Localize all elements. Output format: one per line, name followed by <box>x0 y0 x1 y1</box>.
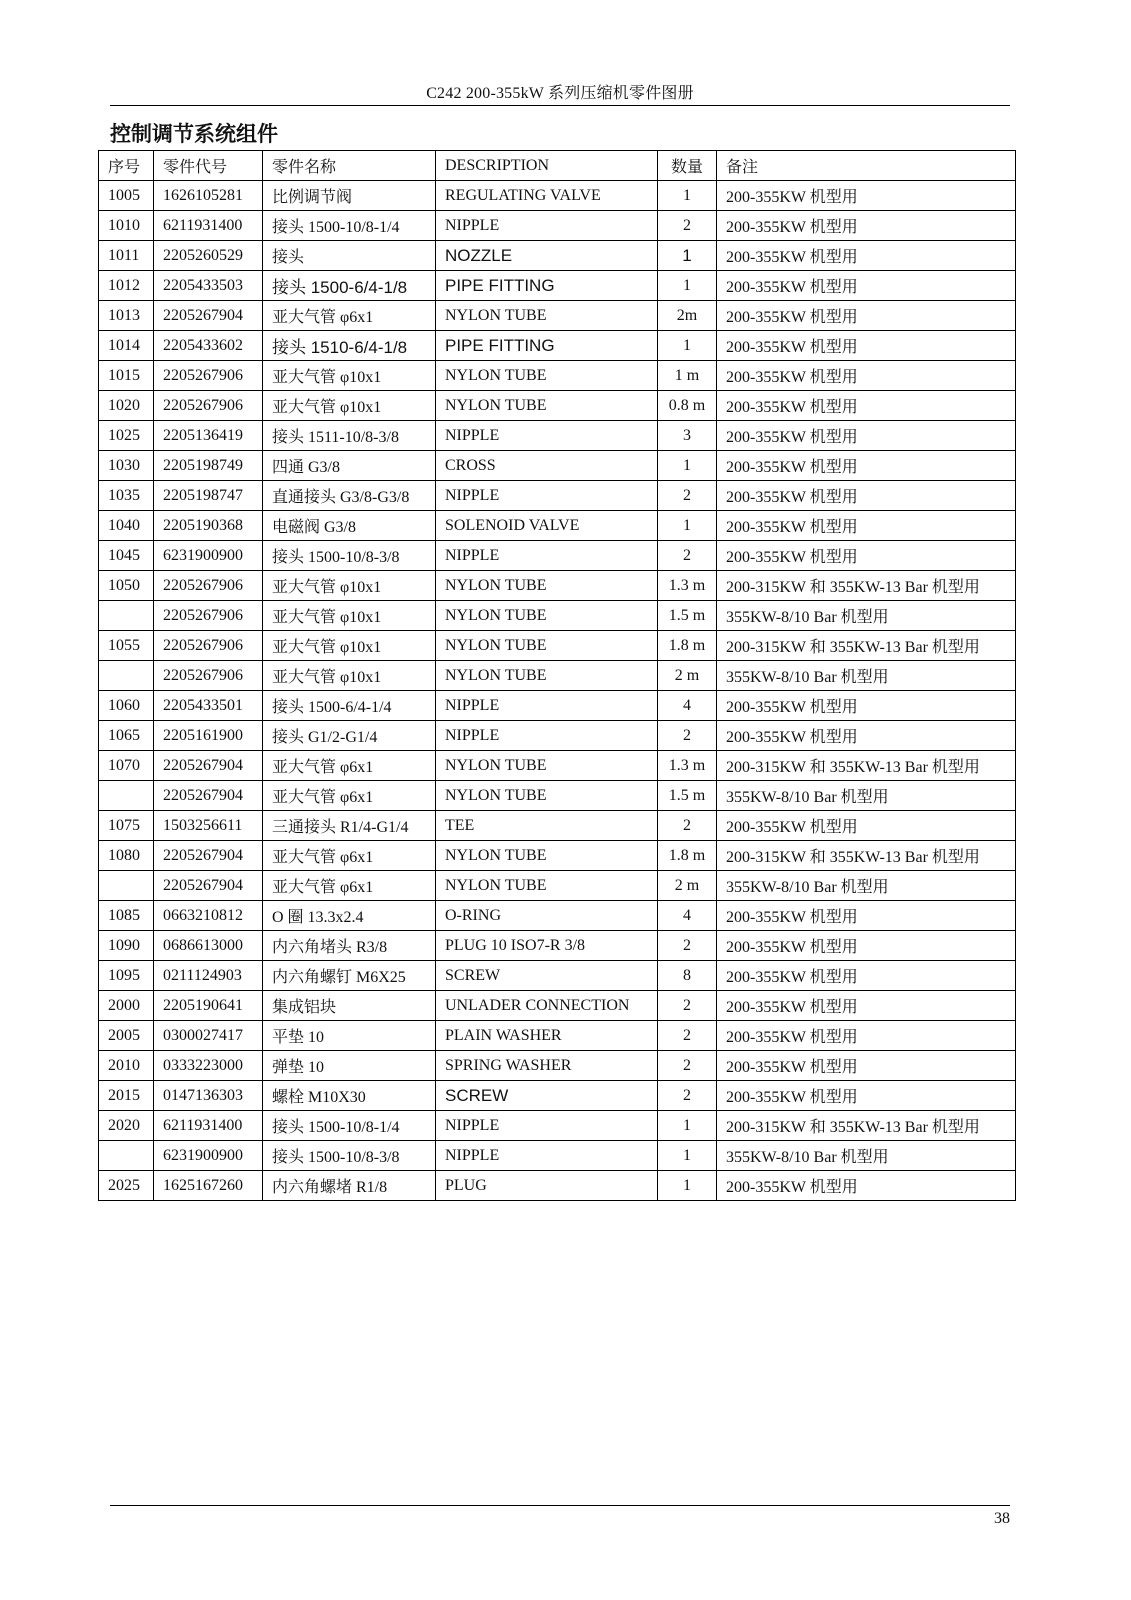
column-header-seq: 序号 <box>99 151 154 181</box>
cell-description: NYLON TUBE <box>436 571 658 601</box>
cell-remarks: 200-315KW 和 355KW-13 Bar 机型用 <box>717 841 1016 871</box>
table-row <box>99 1111 1016 1141</box>
cell-part-name: 比例调节阀 <box>263 181 436 211</box>
cell-quantity: 1 <box>658 331 717 361</box>
table-header-row <box>99 151 1016 181</box>
cell-quantity: 2m <box>658 301 717 331</box>
cell-seq: 1030 <box>99 451 154 481</box>
cell-part-name: 内六角堵头 R3/8 <box>263 931 436 961</box>
cell-remarks: 200-355KW 机型用 <box>717 991 1016 1021</box>
cell-part-code: 6211931400 <box>154 1111 263 1141</box>
cell-part-code: 2205267906 <box>154 661 263 691</box>
section-title: 控制调节系统组件 <box>110 122 278 146</box>
cell-part-code: 2205260529 <box>154 241 263 271</box>
cell-seq: 2010 <box>99 1051 154 1081</box>
cell-quantity: 2 <box>658 1051 717 1081</box>
cell-remarks: 200-355KW 机型用 <box>717 391 1016 421</box>
cell-description: UNLADER CONNECTION <box>436 991 658 1021</box>
cell-description: NYLON TUBE <box>436 601 658 631</box>
cell-quantity: 1.3 m <box>658 751 717 781</box>
cell-description: NYLON TUBE <box>436 781 658 811</box>
cell-description: NYLON TUBE <box>436 301 658 331</box>
parts-table-body <box>99 181 1016 1201</box>
cell-part-code: 0686613000 <box>154 931 263 961</box>
cell-quantity: 2 m <box>658 871 717 901</box>
table-row <box>99 511 1016 541</box>
cell-seq: 2020 <box>99 1111 154 1141</box>
cell-part-name: 亚大气管 φ6x1 <box>263 841 436 871</box>
table-row <box>99 211 1016 241</box>
cell-remarks: 200-355KW 机型用 <box>717 1081 1016 1111</box>
cell-seq: 1090 <box>99 931 154 961</box>
cell-quantity: 2 <box>658 991 717 1021</box>
cell-part-name: 亚大气管 φ10x1 <box>263 391 436 421</box>
cell-seq: 1010 <box>99 211 154 241</box>
cell-part-name: 亚大气管 φ10x1 <box>263 631 436 661</box>
cell-quantity: 1 <box>658 181 717 211</box>
table-row <box>99 931 1016 961</box>
table-row <box>99 541 1016 571</box>
column-header-part-code: 零件代号 <box>154 151 263 181</box>
cell-remarks: 200-355KW 机型用 <box>717 181 1016 211</box>
column-header-description: DESCRIPTION <box>436 151 658 181</box>
cell-part-name: 平垫 10 <box>263 1021 436 1051</box>
cell-quantity: 0.8 m <box>658 391 717 421</box>
cell-part-code: 0663210812 <box>154 901 263 931</box>
cell-part-code: 1626105281 <box>154 181 263 211</box>
footer-divider <box>110 1505 1010 1506</box>
cell-part-name: 直通接头 G3/8-G3/8 <box>263 481 436 511</box>
table-row <box>99 571 1016 601</box>
cell-description: CROSS <box>436 451 658 481</box>
cell-quantity: 1 <box>658 1111 717 1141</box>
cell-part-name: 内六角螺堵 R1/8 <box>263 1171 436 1201</box>
cell-remarks: 200-355KW 机型用 <box>717 271 1016 301</box>
document-header-title: C242 200-355kW 系列压缩机零件图册 <box>426 85 694 102</box>
cell-part-name: 亚大气管 φ10x1 <box>263 361 436 391</box>
cell-part-code: 2205267906 <box>154 601 263 631</box>
cell-seq: 1055 <box>99 631 154 661</box>
cell-remarks: 355KW-8/10 Bar 机型用 <box>717 1141 1016 1171</box>
cell-seq: 1014 <box>99 331 154 361</box>
cell-part-name: 亚大气管 φ6x1 <box>263 301 436 331</box>
cell-description: PLUG 10 ISO7-R 3/8 <box>436 931 658 961</box>
cell-part-code: 2205136419 <box>154 421 263 451</box>
table-row <box>99 241 1016 271</box>
cell-quantity: 3 <box>658 421 717 451</box>
cell-quantity: 2 <box>658 931 717 961</box>
page-number: 38 <box>994 1510 1010 1527</box>
cell-part-code: 2205190368 <box>154 511 263 541</box>
cell-quantity: 8 <box>658 961 717 991</box>
cell-part-name: 集成铝块 <box>263 991 436 1021</box>
cell-remarks: 200-355KW 机型用 <box>717 901 1016 931</box>
table-row <box>99 361 1016 391</box>
cell-part-name: 四通 G3/8 <box>263 451 436 481</box>
cell-seq: 1025 <box>99 421 154 451</box>
cell-quantity: 2 <box>658 541 717 571</box>
column-header-part-name: 零件名称 <box>263 151 436 181</box>
cell-part-name: 亚大气管 φ6x1 <box>263 871 436 901</box>
cell-part-name: 亚大气管 φ6x1 <box>263 751 436 781</box>
cell-part-name: 接头 1511-10/8-3/8 <box>263 421 436 451</box>
cell-quantity: 2 <box>658 811 717 841</box>
cell-part-code: 6231900900 <box>154 541 263 571</box>
cell-remarks: 200-355KW 机型用 <box>717 691 1016 721</box>
cell-quantity: 4 <box>658 691 717 721</box>
cell-quantity: 2 <box>658 1081 717 1111</box>
cell-seq: 1075 <box>99 811 154 841</box>
cell-remarks: 200-355KW 机型用 <box>717 241 1016 271</box>
cell-part-name: O 圈 13.3x2.4 <box>263 901 436 931</box>
table-row <box>99 871 1016 901</box>
cell-seq: 1060 <box>99 691 154 721</box>
cell-part-name: 螺栓 M10X30 <box>263 1081 436 1111</box>
table-row <box>99 481 1016 511</box>
cell-seq: 1070 <box>99 751 154 781</box>
table-row <box>99 271 1016 301</box>
cell-part-name: 三通接头 R1/4-G1/4 <box>263 811 436 841</box>
cell-description: NIPPLE <box>436 1141 658 1171</box>
parts-table <box>98 150 1016 1201</box>
cell-seq <box>99 661 154 691</box>
cell-remarks: 200-315KW 和 355KW-13 Bar 机型用 <box>717 751 1016 781</box>
cell-quantity: 1.3 m <box>658 571 717 601</box>
cell-part-code: 1625167260 <box>154 1171 263 1201</box>
cell-remarks: 200-355KW 机型用 <box>717 721 1016 751</box>
table-row <box>99 1171 1016 1201</box>
table-row <box>99 421 1016 451</box>
cell-remarks: 200-355KW 机型用 <box>717 481 1016 511</box>
cell-part-code: 2205198749 <box>154 451 263 481</box>
cell-description: PIPE FITTING <box>436 271 658 301</box>
cell-seq: 1095 <box>99 961 154 991</box>
cell-description: NIPPLE <box>436 691 658 721</box>
table-row <box>99 661 1016 691</box>
column-header-quantity: 数量 <box>658 151 717 181</box>
cell-description: PLUG <box>436 1171 658 1201</box>
cell-description: PLAIN WASHER <box>436 1021 658 1051</box>
cell-part-name: 接头 G1/2-G1/4 <box>263 721 436 751</box>
cell-remarks: 200-355KW 机型用 <box>717 541 1016 571</box>
header-divider <box>110 105 1010 106</box>
table-row <box>99 301 1016 331</box>
cell-part-code: 1503256611 <box>154 811 263 841</box>
cell-quantity: 2 m <box>658 661 717 691</box>
cell-quantity: 4 <box>658 901 717 931</box>
cell-seq: 1005 <box>99 181 154 211</box>
table-row <box>99 781 1016 811</box>
cell-remarks: 200-355KW 机型用 <box>717 301 1016 331</box>
cell-seq: 1065 <box>99 721 154 751</box>
cell-seq: 2005 <box>99 1021 154 1051</box>
cell-part-code: 0211124903 <box>154 961 263 991</box>
cell-remarks: 200-315KW 和 355KW-13 Bar 机型用 <box>717 1111 1016 1141</box>
table-row <box>99 691 1016 721</box>
cell-description: NYLON TUBE <box>436 631 658 661</box>
cell-remarks: 200-355KW 机型用 <box>717 961 1016 991</box>
cell-description: NYLON TUBE <box>436 661 658 691</box>
cell-part-code: 2205267904 <box>154 781 263 811</box>
cell-part-name: 接头 1500-6/4-1/4 <box>263 691 436 721</box>
table-row <box>99 331 1016 361</box>
cell-remarks: 200-355KW 机型用 <box>717 211 1016 241</box>
table-row <box>99 631 1016 661</box>
table-row <box>99 841 1016 871</box>
table-row <box>99 901 1016 931</box>
cell-remarks: 200-355KW 机型用 <box>717 331 1016 361</box>
table-row <box>99 1141 1016 1171</box>
table-row <box>99 391 1016 421</box>
cell-description: NYLON TUBE <box>436 871 658 901</box>
cell-remarks: 200-355KW 机型用 <box>717 931 1016 961</box>
cell-remarks: 200-355KW 机型用 <box>717 1051 1016 1081</box>
cell-remarks: 355KW-8/10 Bar 机型用 <box>717 871 1016 901</box>
cell-seq: 1011 <box>99 241 154 271</box>
cell-quantity: 2 <box>658 211 717 241</box>
cell-remarks: 200-355KW 机型用 <box>717 1171 1016 1201</box>
cell-part-code: 2205198747 <box>154 481 263 511</box>
cell-remarks: 355KW-8/10 Bar 机型用 <box>717 661 1016 691</box>
cell-remarks: 200-315KW 和 355KW-13 Bar 机型用 <box>717 571 1016 601</box>
cell-remarks: 200-315KW 和 355KW-13 Bar 机型用 <box>717 631 1016 661</box>
cell-part-code: 2205267906 <box>154 571 263 601</box>
cell-part-name: 接头 1500-10/8-3/8 <box>263 541 436 571</box>
cell-description: SCREW <box>436 1081 658 1111</box>
cell-seq: 1015 <box>99 361 154 391</box>
cell-seq <box>99 781 154 811</box>
cell-quantity: 2 <box>658 481 717 511</box>
table-row <box>99 181 1016 211</box>
cell-description: NYLON TUBE <box>436 841 658 871</box>
cell-seq: 1045 <box>99 541 154 571</box>
cell-seq <box>99 871 154 901</box>
cell-remarks: 200-355KW 机型用 <box>717 451 1016 481</box>
cell-description: PIPE FITTING <box>436 331 658 361</box>
cell-part-code: 2205190641 <box>154 991 263 1021</box>
cell-part-code: 2205433602 <box>154 331 263 361</box>
cell-remarks: 200-355KW 机型用 <box>717 511 1016 541</box>
cell-part-name: 接头 1510-6/4-1/8 <box>263 331 436 361</box>
cell-quantity: 1 <box>658 511 717 541</box>
cell-part-code: 2205267904 <box>154 871 263 901</box>
cell-part-code: 0300027417 <box>154 1021 263 1051</box>
cell-description: NOZZLE <box>436 241 658 271</box>
cell-seq: 1040 <box>99 511 154 541</box>
cell-quantity: 1.5 m <box>658 601 717 631</box>
cell-remarks: 200-355KW 机型用 <box>717 361 1016 391</box>
table-row <box>99 1081 1016 1111</box>
cell-description: REGULATING VALVE <box>436 181 658 211</box>
cell-remarks: 200-355KW 机型用 <box>717 1021 1016 1051</box>
cell-part-code: 6231900900 <box>154 1141 263 1171</box>
cell-part-name: 接头 <box>263 241 436 271</box>
cell-part-name: 接头 1500-10/8-3/8 <box>263 1141 436 1171</box>
cell-seq: 2025 <box>99 1171 154 1201</box>
cell-part-code: 2205267904 <box>154 841 263 871</box>
cell-quantity: 1 <box>658 271 717 301</box>
cell-remarks: 355KW-8/10 Bar 机型用 <box>717 601 1016 631</box>
cell-seq: 1035 <box>99 481 154 511</box>
cell-description: TEE <box>436 811 658 841</box>
cell-seq: 1085 <box>99 901 154 931</box>
cell-seq: 1050 <box>99 571 154 601</box>
cell-part-name: 亚大气管 φ10x1 <box>263 661 436 691</box>
cell-part-code: 6211931400 <box>154 211 263 241</box>
cell-description: NYLON TUBE <box>436 751 658 781</box>
cell-quantity: 1 <box>658 241 717 271</box>
cell-description: SCREW <box>436 961 658 991</box>
cell-quantity: 1.8 m <box>658 631 717 661</box>
table-row <box>99 751 1016 781</box>
cell-seq <box>99 1141 154 1171</box>
cell-seq: 2015 <box>99 1081 154 1111</box>
table-row <box>99 451 1016 481</box>
cell-description: NYLON TUBE <box>436 361 658 391</box>
cell-seq: 1013 <box>99 301 154 331</box>
cell-seq: 1020 <box>99 391 154 421</box>
cell-remarks: 355KW-8/10 Bar 机型用 <box>717 781 1016 811</box>
cell-part-code: 2205267906 <box>154 361 263 391</box>
cell-part-code: 2205161900 <box>154 721 263 751</box>
table-row <box>99 601 1016 631</box>
cell-part-name: 亚大气管 φ10x1 <box>263 601 436 631</box>
cell-quantity: 1 m <box>658 361 717 391</box>
column-header-remarks: 备注 <box>717 151 1016 181</box>
table-row <box>99 1021 1016 1051</box>
cell-quantity: 2 <box>658 1021 717 1051</box>
cell-description: NIPPLE <box>436 541 658 571</box>
cell-seq: 2000 <box>99 991 154 1021</box>
cell-description: NIPPLE <box>436 421 658 451</box>
cell-description: NIPPLE <box>436 211 658 241</box>
table-row <box>99 811 1016 841</box>
table-row <box>99 961 1016 991</box>
cell-description: NIPPLE <box>436 721 658 751</box>
cell-description: NYLON TUBE <box>436 391 658 421</box>
cell-quantity: 2 <box>658 721 717 751</box>
cell-part-code: 0147136303 <box>154 1081 263 1111</box>
table-row <box>99 1051 1016 1081</box>
cell-part-name: 弹垫 10 <box>263 1051 436 1081</box>
cell-seq <box>99 601 154 631</box>
cell-part-name: 接头 1500-6/4-1/8 <box>263 271 436 301</box>
cell-part-code: 0333223000 <box>154 1051 263 1081</box>
cell-seq: 1080 <box>99 841 154 871</box>
cell-remarks: 200-355KW 机型用 <box>717 811 1016 841</box>
cell-part-code: 2205267904 <box>154 301 263 331</box>
cell-part-code: 2205267906 <box>154 391 263 421</box>
cell-part-name: 接头 1500-10/8-1/4 <box>263 1111 436 1141</box>
cell-quantity: 1.5 m <box>658 781 717 811</box>
cell-part-code: 2205267904 <box>154 751 263 781</box>
cell-part-name: 接头 1500-10/8-1/4 <box>263 211 436 241</box>
cell-part-code: 2205433503 <box>154 271 263 301</box>
cell-seq: 1012 <box>99 271 154 301</box>
cell-description: SPRING WASHER <box>436 1051 658 1081</box>
cell-quantity: 1.8 m <box>658 841 717 871</box>
cell-quantity: 1 <box>658 1141 717 1171</box>
cell-part-name: 电磁阀 G3/8 <box>263 511 436 541</box>
cell-part-code: 2205433501 <box>154 691 263 721</box>
cell-part-name: 亚大气管 φ10x1 <box>263 571 436 601</box>
cell-description: NIPPLE <box>436 481 658 511</box>
table-row <box>99 721 1016 751</box>
cell-part-name: 亚大气管 φ6x1 <box>263 781 436 811</box>
cell-part-name: 内六角螺钉 M6X25 <box>263 961 436 991</box>
cell-remarks: 200-355KW 机型用 <box>717 421 1016 451</box>
cell-description: O-RING <box>436 901 658 931</box>
cell-quantity: 1 <box>658 1171 717 1201</box>
cell-description: NIPPLE <box>436 1111 658 1141</box>
cell-part-code: 2205267906 <box>154 631 263 661</box>
cell-quantity: 1 <box>658 451 717 481</box>
cell-description: SOLENOID VALVE <box>436 511 658 541</box>
table-row <box>99 991 1016 1021</box>
